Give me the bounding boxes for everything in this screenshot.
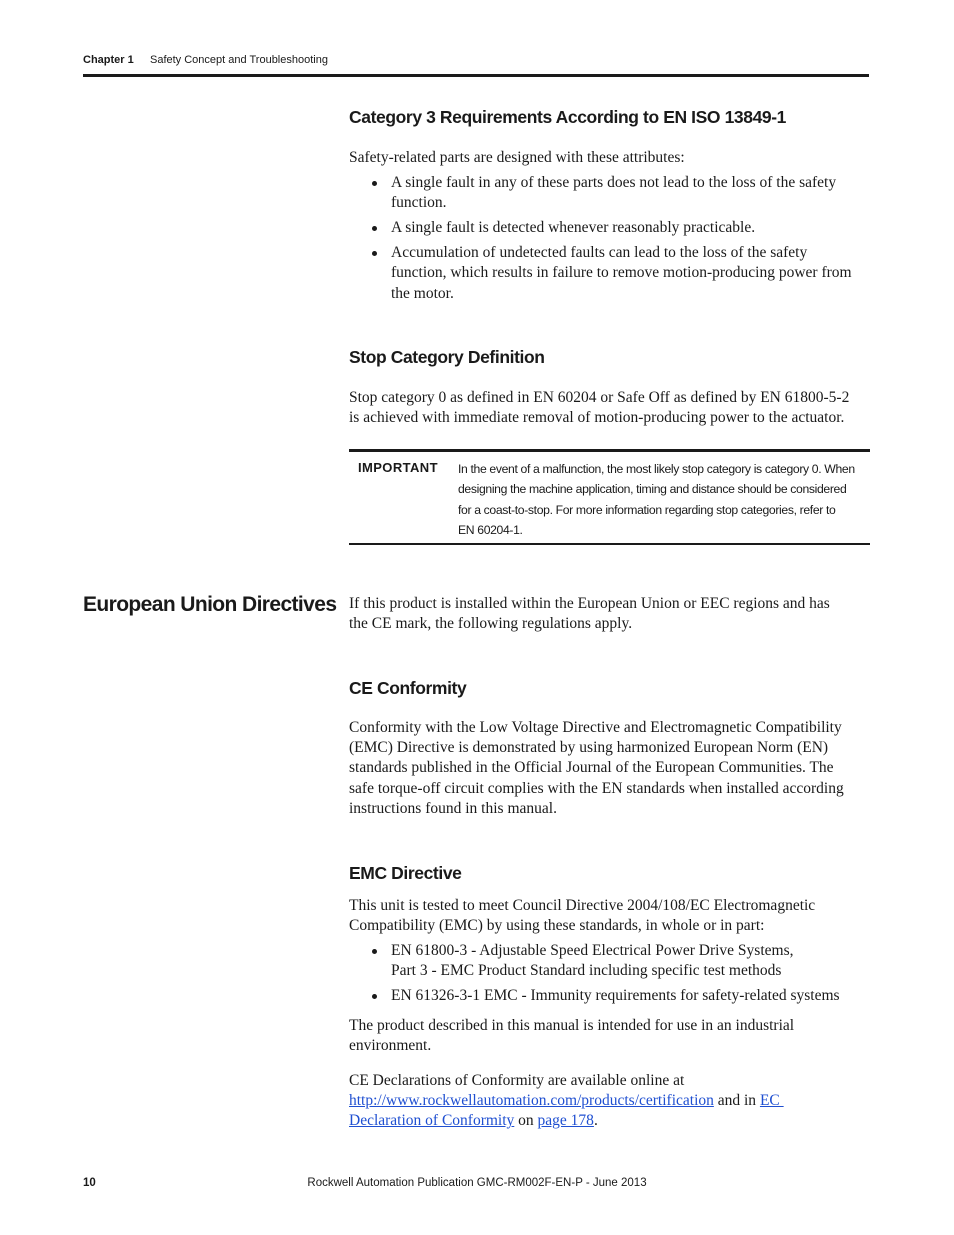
list-item: Accumulation of undetected faults can lead to the loss of the safety function, which results in failure to remove motion-producing power from the motor. (372, 243, 872, 304)
stop-category-body: Stop category 0 as defined in EN 60204 or Safe Off as defined by EN 61800-5-2 is achieved with immediate removal of motion-producing power to the actuator. (349, 389, 850, 427)
eu-directives-body: If this product is installed within the European Union or EEC regions and has the CE mark, the following regulations apply. (349, 595, 830, 633)
category-3-intro: Safety-related parts are designed with these attributes: (349, 149, 685, 166)
bullet-icon (372, 994, 377, 999)
emc-intro: This unit is tested to meet Council Directive 2004/108/EC Electromagnetic Compatibility (EMC) by using these standards, in whole or in part: (349, 897, 816, 935)
emc-industrial-note: The product described in this manual is intended for use in an industrial environment. (349, 1017, 795, 1055)
chapter-title: Safety Concept and Troubleshooting (150, 54, 328, 66)
heading-stop-category: Stop Category Definition (349, 347, 545, 367)
footer-publication: Rockwell Automation Publication GMC-RM002F-EN-P - June 2013 (307, 1177, 647, 1189)
page-number: 10 (83, 1177, 96, 1189)
certification-url-link[interactable]: http://www.rockwellautomation.com/products/certification (349, 1092, 714, 1110)
important-text: In the event of a malfunction, the most likely stop category is category 0. When designing the machine application, timing and distance should be considered for a coast-to-stop. For more information regarding stop categories, refer to EN 60204-1. (458, 462, 855, 537)
ce-conformity-body: Conformity with the Low Voltage Directive and Electromagnetic Compatibility (EMC) Directive is demonstrated by using harmonized European Norm (EN) standards published in the Official Journal of the European Communities. The safe torque-off circuit complies with the EN standards when installed according instructions found in this manual. (349, 719, 844, 817)
list-item: EN 61326-3-1 EMC - Immunity requirements for safety-related systems (372, 986, 872, 1006)
ce-declarations-paragraph: CE Declarations of Conformity are available online at http://www.rockwellautomation.com/products/certification and in EC Declaration of Conformity on page 178. (349, 1072, 784, 1130)
bullet-icon (372, 181, 377, 186)
heading-ce-conformity: CE Conformity (349, 678, 467, 698)
important-note (349, 449, 870, 545)
emc-standards-bullets (372, 941, 872, 1011)
page-header (83, 53, 869, 77)
ec-declaration-link-part2[interactable]: Declaration of Conformity (349, 1112, 515, 1130)
heading-european-union-directives: European Union Directives (83, 593, 337, 616)
ec-declaration-link-part1[interactable]: EC (759, 1092, 784, 1110)
list-item: A single fault in any of these parts does not lead to the loss of the safety function. (372, 173, 872, 213)
heading-category-3: Category 3 Requirements According to EN ISO 13849-1 (349, 107, 787, 127)
list-item: A single fault is detected whenever reasonably practicable. (372, 218, 872, 238)
chapter-number: Chapter 1 (83, 54, 134, 66)
bullet-icon (372, 251, 377, 256)
important-label: IMPORTANT (358, 460, 438, 475)
heading-emc-directive: EMC Directive (349, 863, 462, 883)
list-item: EN 61800-3 - Adjustable Speed Electrical Power Drive Systems, Part 3 - EMC Product Standard including specific test methods (372, 941, 872, 981)
bullet-icon (372, 226, 377, 231)
bullet-icon (372, 949, 377, 954)
category-3-bullets (372, 173, 872, 309)
page-178-link[interactable]: page 178 (537, 1112, 594, 1130)
